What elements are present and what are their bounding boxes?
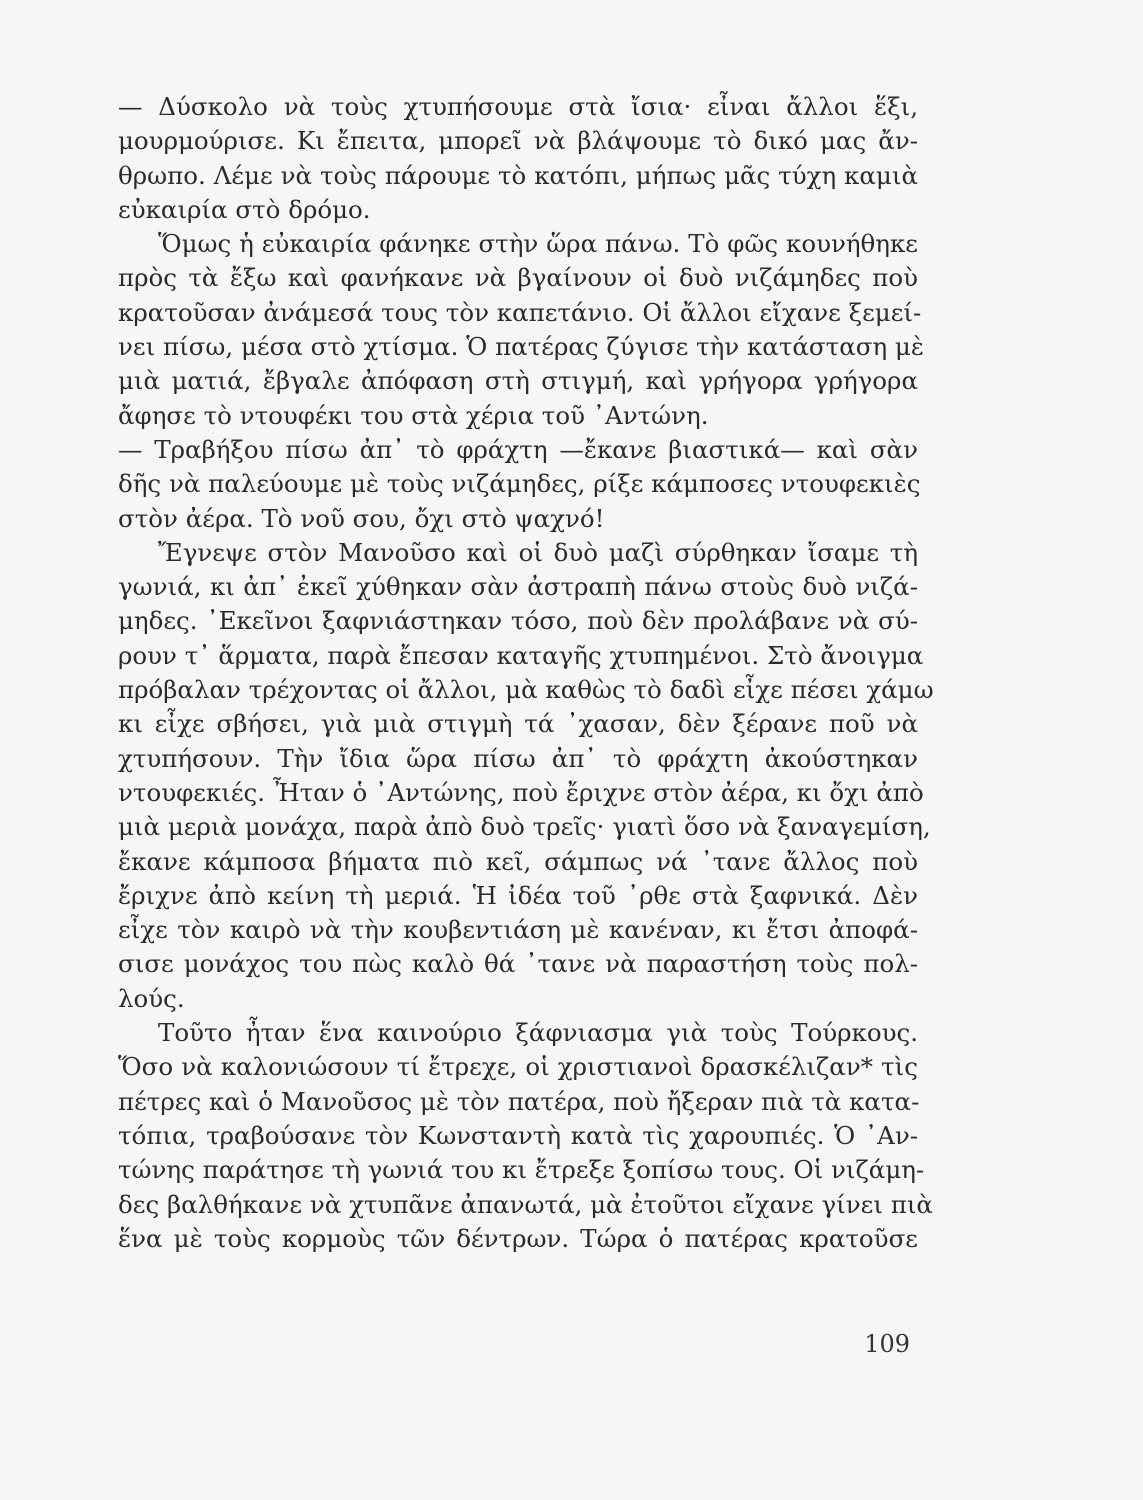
text-line: ἕνα μὲ τοὺς κορμοὺς τῶν δέντρων. Τώρα ὁ πατέρας κρατοῦσε bbox=[118, 1223, 918, 1253]
text-line: εὐκαιρία στὸ δρόμο. bbox=[118, 194, 371, 224]
text-line: πρόβαλαν τρέχοντας οἱ ἄλλοι, μὰ καθὼς τὸ δαδὶ εἶχε πέσει χάμω bbox=[118, 675, 934, 705]
text-line: σισε μονάχος του πὼς καλὸ θά ᾿τανε νὰ παραστήση τοὺς πολ- bbox=[118, 949, 918, 979]
text-line: εἶχε τὸν καιρὸ νὰ τὴν κουβεντιάση μὲ κανέναν, κι ἔτσι ἀποφά- bbox=[118, 915, 918, 945]
text-line: νει πίσω, μέσα στὸ χτίσμα. Ὁ πατέρας ζύγισε τὴν κατάσταση μὲ bbox=[118, 332, 924, 362]
text-line: — Τραβήξου πίσω ἀπ᾿ τὸ φράχτη —ἔκανε βιαστικά— καὶ σὰν bbox=[118, 434, 918, 464]
text-line: ἄφησε τὸ ντουφέκι του στὰ χέρια τοῦ ᾿Αντώνη. bbox=[118, 400, 709, 430]
text-line: μιὰ ματιά, ἔβγαλε ἀπόφαση στὴ στιγμή, καὶ γρήγορα γρήγορα bbox=[118, 366, 918, 396]
text-line: ρουν τ᾿ ἅρματα, παρὰ ἔπεσαν καταγῆς χτυπημένοι. Στὸ ἄνοιγμα bbox=[118, 640, 924, 670]
text-line: τώνης παράτησε τὴ γωνιά του κι ἔτρεξε ξοπίσω τους. Οἱ νιζάμη- bbox=[118, 1155, 925, 1185]
text-line: ντουφεκιές. Ἦταν ὁ ᾿Αντώνης, ποὺ ἔριχνε στὸν ἀέρα, κι ὄχι ἀπὸ bbox=[118, 777, 924, 807]
text-line: χτυπήσουν. Τὴν ἴδια ὥρα πίσω ἀπ᾿ τὸ φράχτη ἀκούστηκαν bbox=[118, 743, 918, 773]
text-line: κι εἶχε σβήσει, γιὰ μιὰ στιγμὴ τά ᾿χασαν, δὲν ξέρανε ποῦ νὰ bbox=[118, 709, 918, 739]
text-line: κρατοῦσαν ἀνάμεσά τους τὸν καπετάνιο. Οἱ ἄλλοι εἴχανε ξεμεί- bbox=[118, 297, 922, 327]
text-line: στὸν ἀέρα. Τὸ νοῦ σου, ὄχι στὸ ψαχνό! bbox=[118, 503, 605, 533]
text-line: Ἔγνεψε στὸν Μανοῦσο καὶ οἱ δυὸ μαζὶ σύρθηκαν ἴσαμε τὴ bbox=[158, 537, 918, 567]
text-line: μηδες. ᾿Εκεῖνοι ξαφνιάστηκαν τόσο, ποὺ δὲν προλάβανε νὰ σύ- bbox=[118, 606, 918, 636]
text-line: τόπια, τραβούσανε τὸν Κωνσταντὴ κατὰ τὶς χαρουπιές. Ὁ ᾿Αν- bbox=[118, 1120, 918, 1150]
text-line: πέτρες καὶ ὁ Μανοῦσος μὲ τὸν πατέρα, ποὺ ἤξεραν πιὰ τὰ κατα- bbox=[118, 1086, 920, 1116]
text-line: Ὅσο νὰ καλονιώσουν τί ἔτρεχε, οἱ χριστιανοὶ δρασκέλιζαν* τὶς bbox=[118, 1052, 918, 1082]
text-line: λούς. bbox=[118, 983, 185, 1013]
text-line: μουρμούρισε. Κι ἔπειτα, μπορεῖ νὰ βλάψουμε τὸ δικό μας ἄν- bbox=[118, 126, 918, 156]
page-number: 109 bbox=[864, 1330, 910, 1358]
text-line: ἔκανε κάμποσα βήματα πιὸ κεῖ, σάμπως νά ᾿τανε ἄλλος ποὺ bbox=[118, 846, 918, 876]
text-line: — Δύσκολο νὰ τοὺς χτυπήσουμε στὰ ἴσια· εἶναι ἄλλοι ἕξι, bbox=[118, 92, 918, 121]
text-line: Ὅμως ἡ εὐκαιρία φάνηκε στὴν ὥρα πάνω. Τὸ φῶς κουνήθηκε bbox=[158, 229, 918, 259]
text-line: δες βαλθήκανε νὰ χτυπᾶνε ἀπανωτά, μὰ ἐτοῦτοι εἴχανε γίνει πιὰ bbox=[118, 1189, 933, 1219]
text-line: θρωπο. Λέμε νὰ τοὺς πάρουμε τὸ κατόπι, μήπως μᾶς τύχη καμιὰ bbox=[118, 160, 918, 190]
text-line: πρὸς τὰ ἔξω καὶ φανήκανε νὰ βγαίνουν οἱ δυὸ νιζάμηδες ποὺ bbox=[118, 263, 918, 293]
text-line: Τοῦτο ἦταν ἕνα καινούριο ξάφνιασμα γιὰ τοὺς Τούρκους. bbox=[158, 1018, 918, 1048]
text-line: γωνιά, κι ἀπ᾿ ἐκεῖ χύθηκαν σὰν ἀστραπὴ πάνω στοὺς δυὸ νιζά- bbox=[118, 572, 918, 602]
text-line: δῆς νὰ παλεύουμε μὲ τοὺς νιζάμηδες, ρίξε κάμποσες ντουφεκιὲς bbox=[118, 469, 921, 499]
body-text bbox=[118, 90, 934, 1256]
text-line: ἔριχνε ἀπὸ κείνη τὴ μεριά. Ἡ ἰδέα τοῦ ᾿ρθε στὰ ξαφνικά. Δὲν bbox=[118, 880, 918, 910]
text-line: μιὰ μεριὰ μονάχα, παρὰ ἀπὸ δυὸ τρεῖς· γιατὶ ὅσο νὰ ξαναγεμίση, bbox=[118, 812, 931, 842]
